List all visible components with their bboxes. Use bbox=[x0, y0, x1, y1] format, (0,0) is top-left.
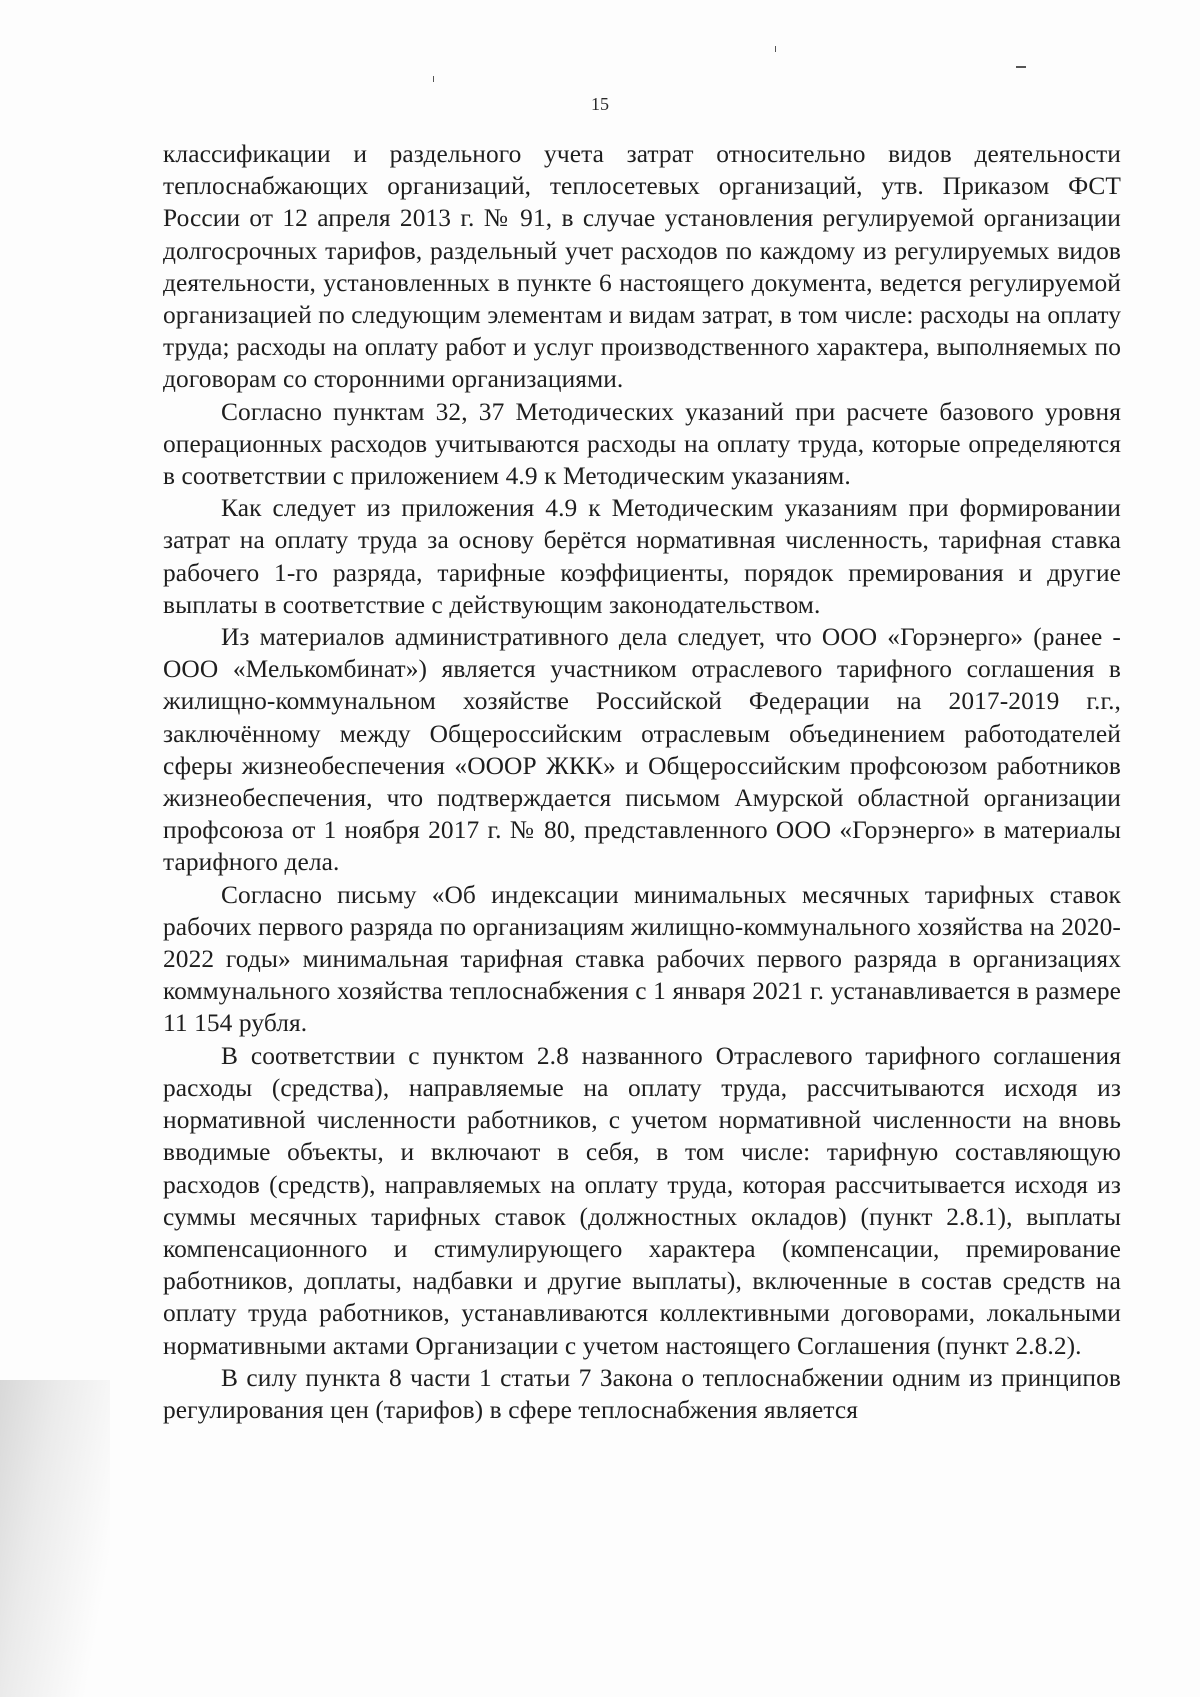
document-body bbox=[163, 138, 1121, 1426]
paragraph: Как следует из приложения 4.9 к Методическим указаниям при формировании затрат на оплату труда за основу берётся нормативная численность, тарифная ставка рабочего 1-го разряда, тарифные коэффициенты, порядок премирования и другие выплаты в соответствие с действующим законодательством. bbox=[163, 494, 1121, 619]
page-number: 15 bbox=[591, 94, 609, 114]
scan-edge-shadow bbox=[0, 1380, 110, 1697]
paragraph: Из материалов административного дела следует, что ООО «Горэнерго» (ранее - ООО «Мелькомбинат») является участником отраслевого тарифного соглашения в жилищно-коммунальном хозяйстве Российской Федерации на 2017-2019 г.г., заключённому между Общероссийским отраслевым объединением работодателей сферы жизнеобеспечения «ОООР ЖКК» и Общероссийским профсоюзом работников жизнеобеспечения, что подтверждается письмом Амурской областной организации профсоюза от 1 ноября 2017 г. № 80, представленного ООО «Горэнерго» в материалы тарифного дела. bbox=[163, 623, 1121, 877]
scan-speck bbox=[433, 76, 434, 82]
paragraph: классификации и раздельного учета затрат относительно видов деятельности теплоснабжающих организаций, теплосетевых организаций, утв. Приказом ФСТ России от 12 апреля 2013 г. № 91, в случае установления регулируемой организации долгосрочных тарифов, раздельный учет расходов по каждому из регулируемых видов деятельности, установленных в пункте 6 настоящего документа, ведется регулируемой организацией по следующим элементам и видам затрат, в том числе: расходы на оплату труда; расходы на оплату работ и услуг производственного характера, выполняемых по договорам со сторонними организациями. bbox=[163, 140, 1121, 394]
paragraph: В соответствии с пунктом 2.8 названного Отраслевого тарифного соглашения расходы (средства), направляемые на оплату труда, рассчитываются исходя из нормативной численности работников, с учетом нормативной численности на вновь вводимые объекты, и включают в себя, в том числе: тарифную составляющую расходов (средств), направляемых на оплату труда, которая рассчитывается исходя из суммы месячных тарифных ставок (должностных окладов) (пункт 2.8.1), выплаты компенсационного и стимулирующего характера (компенсации, премирование работников, доплаты, надбавки и другие выплаты), включенные в состав средств на оплату труда работников, устанавливаются коллективными договорами, локальными нормативными актами Организации с учетом настоящего Соглашения (пункт 2.8.2). bbox=[163, 1041, 1121, 1360]
paragraph: В силу пункта 8 части 1 статьи 7 Закона о теплоснабжении одним из принципов регулирования цен (тарифов) в сфере теплоснабжения является bbox=[163, 1363, 1121, 1424]
paragraph: Согласно письму «Об индексации минимальных месячных тарифных ставок рабочих первого разряда по организациям жилищно-коммунального хозяйства на 2020-2022 годы» минимальная тарифная ставка рабочих первого разряда в организациях коммунального хозяйства теплоснабжения с 1 января 2021 г. устанавливается в размере 11 154 рубля. bbox=[163, 880, 1121, 1038]
scan-speck bbox=[1016, 66, 1026, 68]
scan-speck bbox=[775, 46, 776, 52]
paragraph: Согласно пунктам 32, 37 Методических указаний при расчете базового уровня операционных расходов учитываются расходы на оплату труда, которые определяются в соответствии с приложением 4.9 к Методическим указаниям. bbox=[163, 397, 1121, 491]
